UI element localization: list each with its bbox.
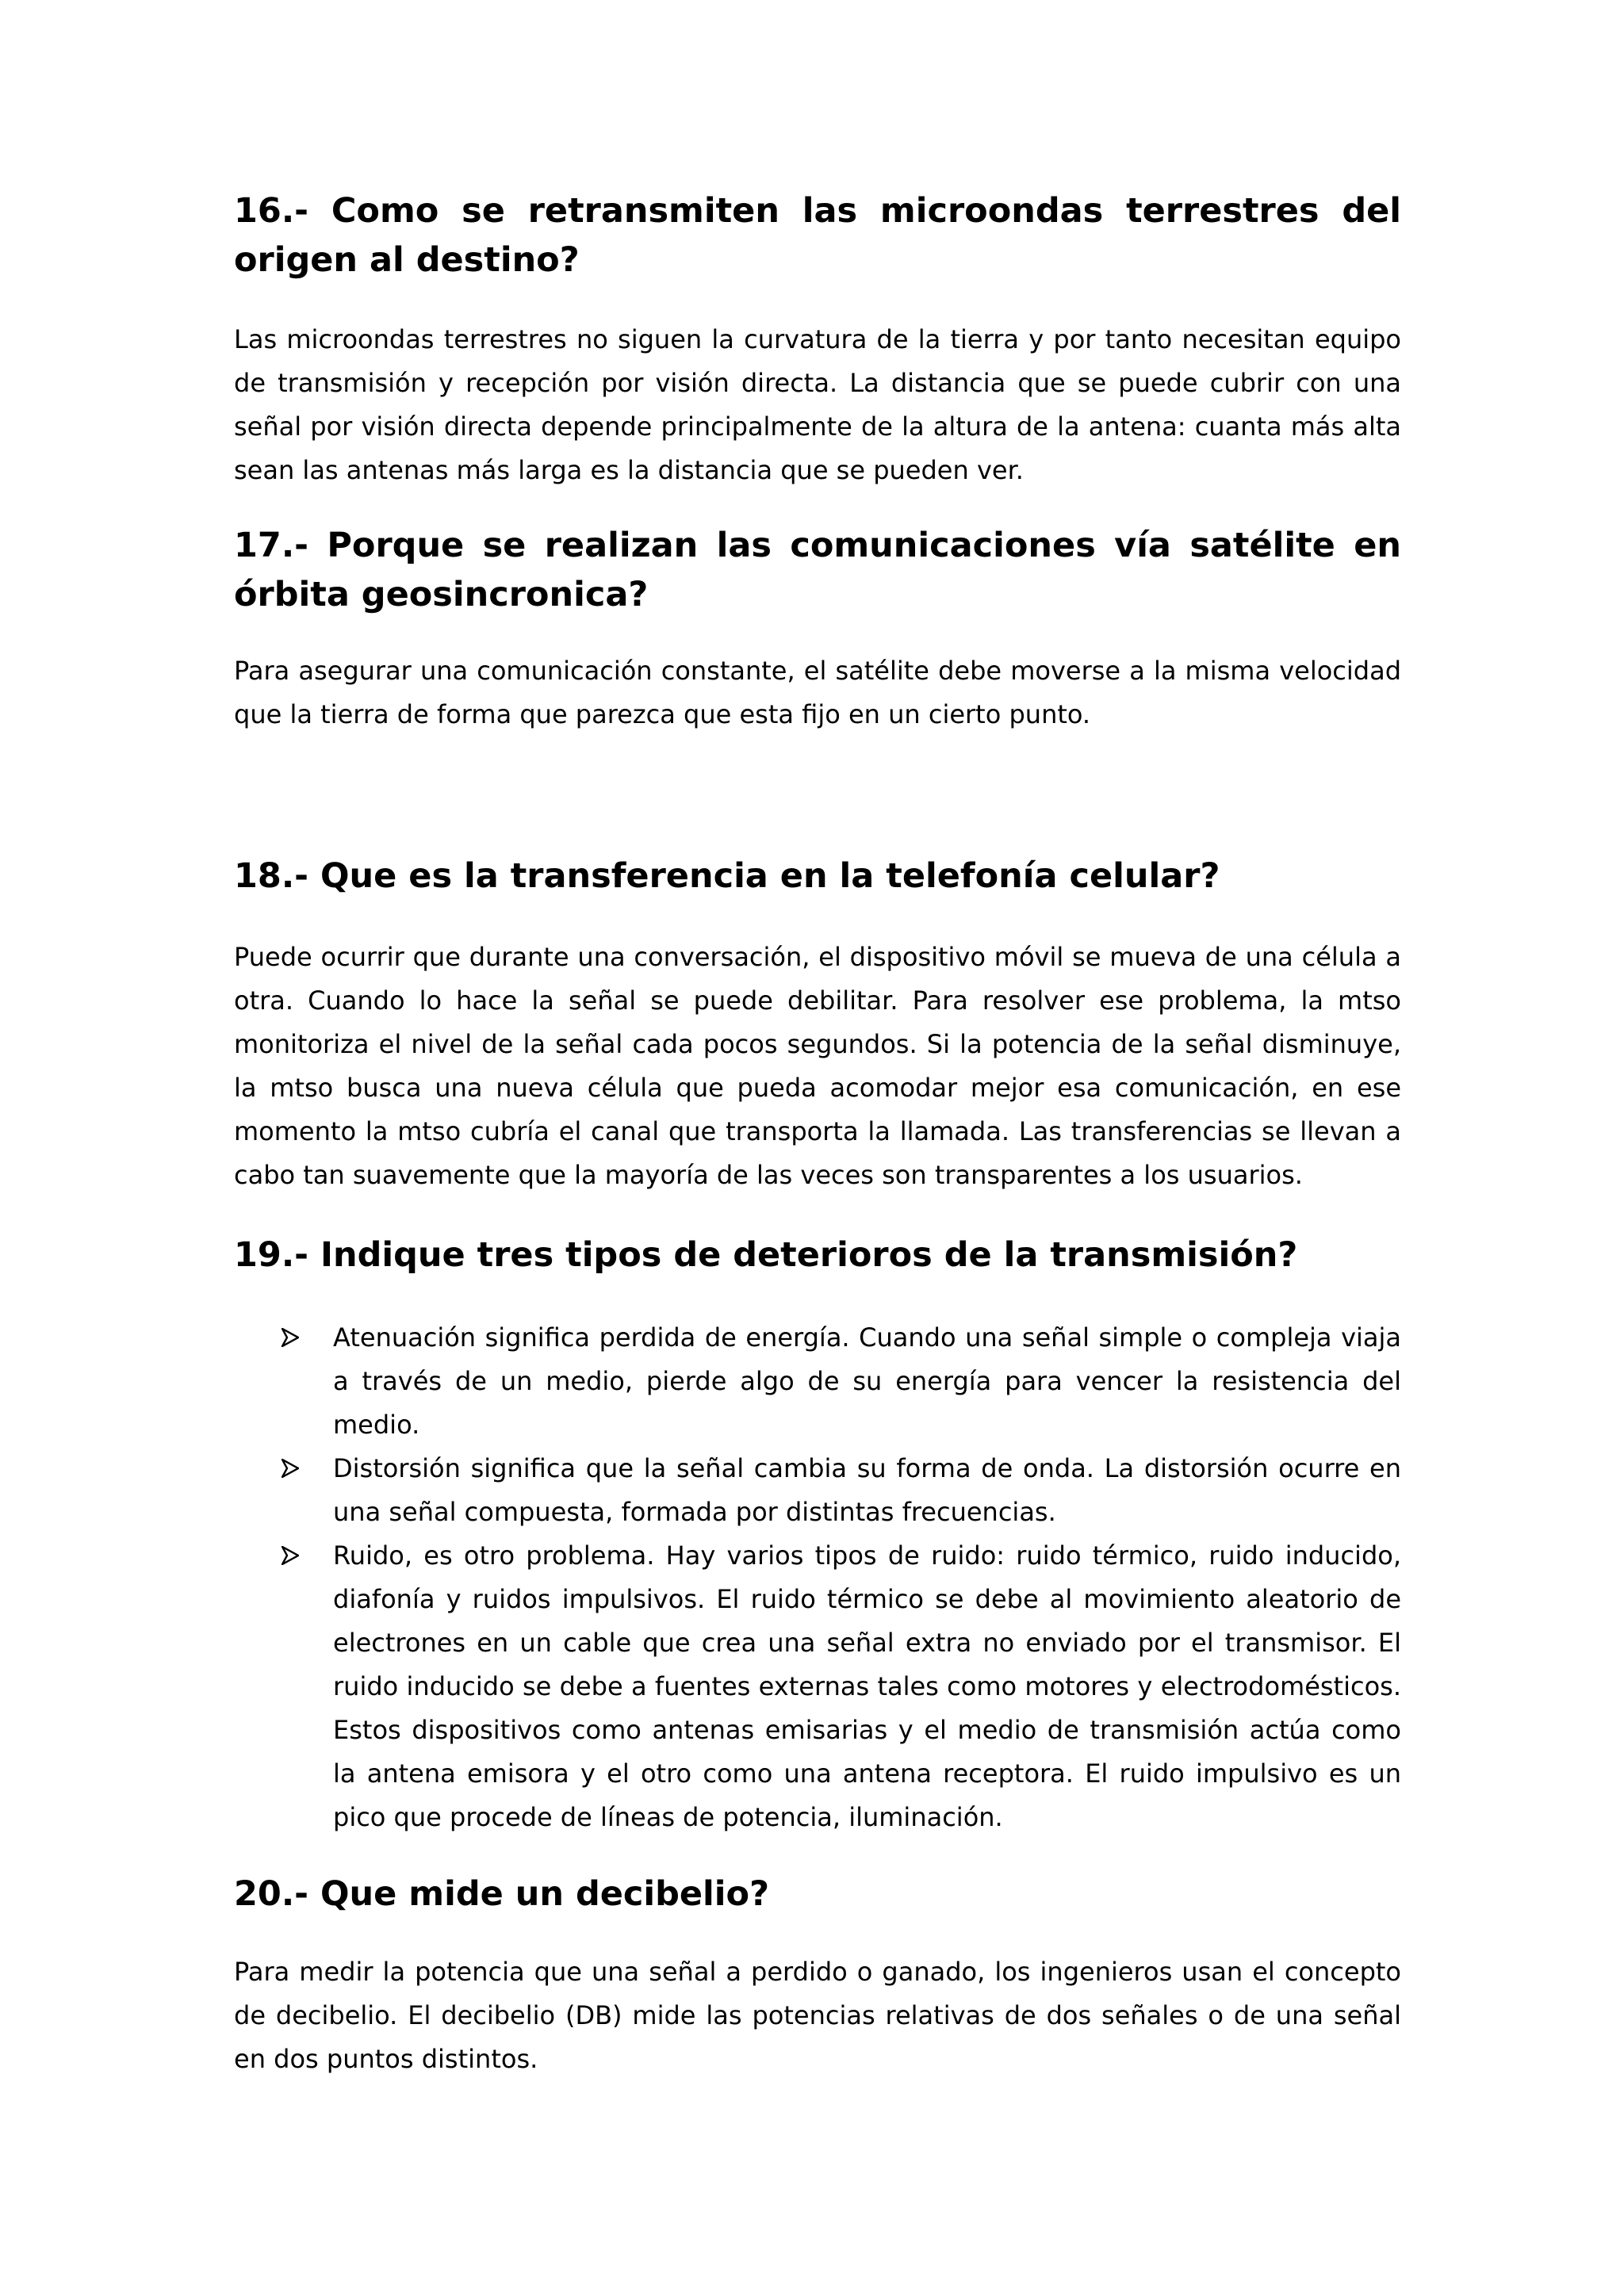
question-16-heading: 16.- Como se retransmiten las microondas terrestres del origen al destino? <box>234 191 1401 280</box>
list-item-text: Distorsión significa que la señal cambia su forma de onda. La distorsión ocurre en una señal compuesta, formada por distintas frecuencias. <box>333 1453 1401 1527</box>
list-item-text: Atenuación significa perdida de energía. Cuando una señal simple o compleja viaja a través de un medio, pierde algo de su energía para vencer la resistencia del medio. <box>333 1322 1401 1440</box>
question-18-heading: 18.- Que es la transferencia en la telefonía celular? <box>234 856 1220 896</box>
question-17-answer: Para asegurar una comunicación constante, el satélite debe moverse a la misma velocidad que la tierra de forma que parezca que esta fijo en un cierto punto. <box>234 656 1401 729</box>
question-18-section <box>234 851 1401 1197</box>
arrowhead-bullet-icon <box>282 1534 305 1578</box>
list-item <box>234 1316 1401 1447</box>
question-16-answer: Las microondas terrestres no siguen la curvatura de la tierra y por tanto necesitan equipo de transmisión y recepción por visión directa. La distancia que se puede cubrir con una señal por visión directa depende principalmente de la altura de la antena: cuanta más alta sean las antenas más larga es la distancia que se pueden ver. <box>234 324 1401 485</box>
list-item <box>234 1534 1401 1839</box>
document-content <box>234 186 1401 2081</box>
arrowhead-bullet-icon <box>282 1316 305 1360</box>
question-19-heading: 19.- Indique tres tipos de deterioros de la transmisión? <box>234 1235 1298 1275</box>
question-16-section <box>234 186 1401 492</box>
question-20-answer: Para medir la potencia que una señal a perdido o ganado, los ingenieros usan el concepto de decibelio. El decibelio (DB) mide las potencias relativas de dos señales o de una señal en dos puntos distintos. <box>234 1957 1401 2074</box>
question-20-heading: 20.- Que mide un decibelio? <box>234 1874 770 1914</box>
arrowhead-bullet-icon <box>282 1447 305 1490</box>
question-20-section <box>234 1869 1401 2081</box>
question-17-section <box>234 521 1401 737</box>
question-17-heading: 17.- Porque se realizan las comunicaciones vía satélite en órbita geosincronica? <box>234 526 1401 614</box>
question-19-section <box>234 1230 1401 1839</box>
question-18-answer: Puede ocurrir que durante una conversación, el dispositivo móvil se mueva de una célula a otra. Cuando lo hace la señal se puede debilitar. Para resolver ese problema, la mtso monitoriza el nivel de la señal cada pocos segundos. Si la potencia de la señal disminuye, la mtso busca una nueva célula que pueda acomodar mejor esa comunicación, en ese momento la mtso cubría el canal que transporta la llamada. Las transferencias se llevan a cabo tan suavemente que la mayoría de las veces son transparentes a los usuarios. <box>234 942 1401 1190</box>
list-item-text: Ruido, es otro problema. Hay varios tipos de ruido: ruido térmico, ruido inducido, diafonía y ruidos impulsivos. El ruido térmico se debe al movimiento aleatorio de electrones en un cable que crea una señal extra no enviado por el transmisor. El ruido inducido se debe a fuentes externas tales como motores y electrodomésticos. Estos dispositivos como antenas emisarias y el medio de transmisión actúa como la antena emisora y el otro como una antena receptora. El ruido impulsivo es un pico que procede de líneas de potencia, iluminación. <box>333 1540 1401 1832</box>
list-item <box>234 1447 1401 1534</box>
deterioros-list <box>234 1316 1401 1839</box>
